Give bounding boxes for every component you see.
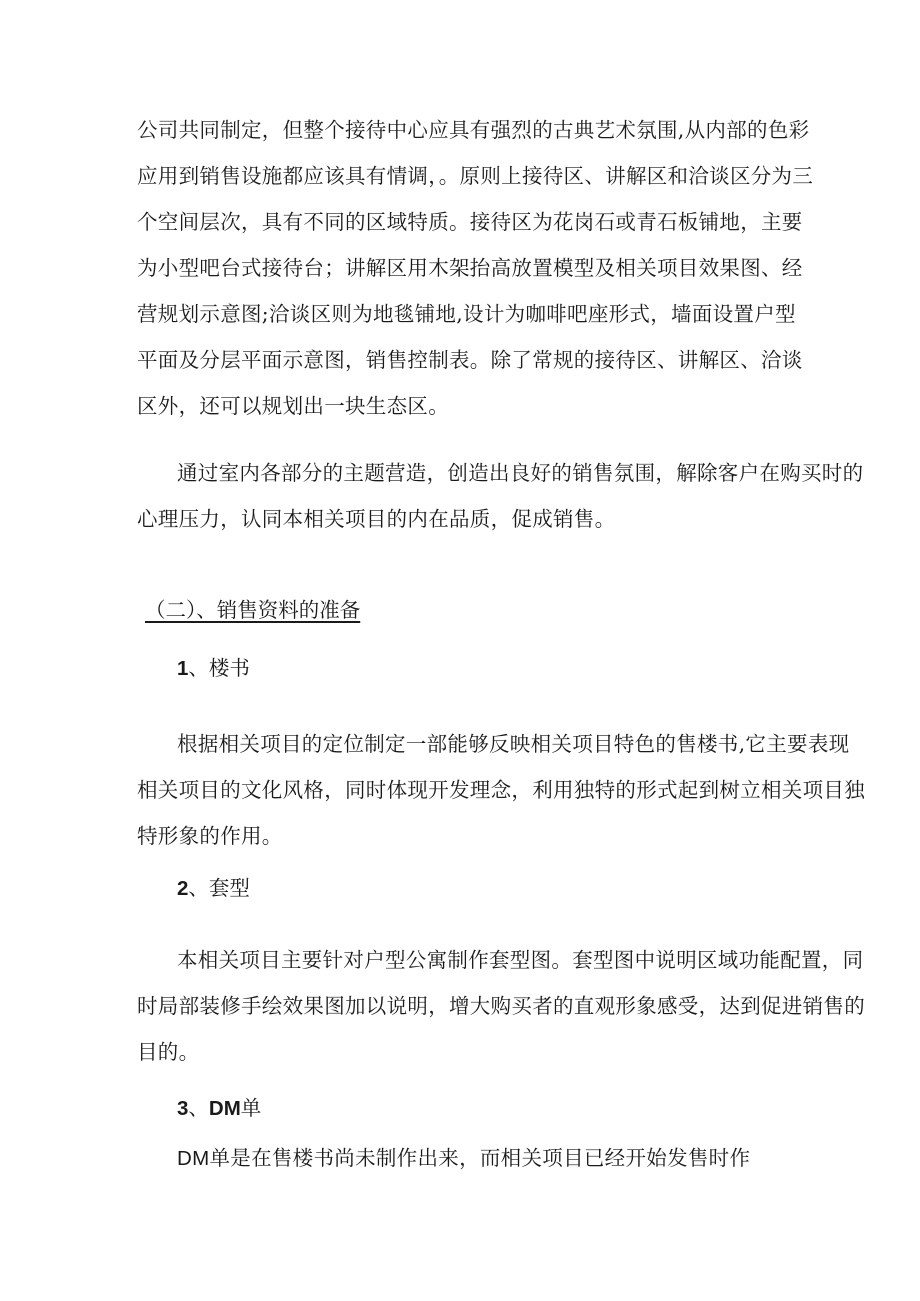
paragraph-1-line-2: 应用到销售设施都应该具有情调，。原则上接待区、讲解区和洽谈区分为三 <box>137 164 814 188</box>
item-3-heading <box>177 1094 261 1123</box>
item-1-title: 、楼书 <box>188 656 250 680</box>
paragraph-1-line-1: 公司共同制定，但整个接待中心应具有强烈的古典艺术氛围,从内部的色彩 <box>137 118 810 142</box>
paragraph-2-line-1: 通过室内各部分的主题营造，创造出良好的销售氛围，解除客户在购买时的 <box>177 461 864 485</box>
paragraph-1-line-3: 个空间层次，具有不同的区域特质。接待区为花岗石或青石板铺地，主要 <box>137 210 803 234</box>
item-1-heading <box>177 654 250 683</box>
item-2-line-1: 本相关项目主要针对户型公寓制作套型图。套型图中说明区域功能配置，同 <box>177 948 864 972</box>
item-1-line-1: 根据相关项目的定位制定一部能够反映相关项目特色的售楼书,它主要表现 <box>177 732 850 756</box>
paragraph-2-line-2: 心理压力，认同本相关项目的内在品质，促成销售。 <box>137 507 616 531</box>
item-1-line-2: 相关项目的文化风格，同时体现开发理念，利用独特的形式起到树立相关项目独 <box>137 778 865 802</box>
section-heading: （二）、销售资料的准备 <box>145 598 361 622</box>
item-2-line-3: 目的。 <box>137 1040 200 1064</box>
item-3-title-code: DM <box>208 1097 241 1120</box>
item-3-title-separator: 、 <box>188 1096 209 1120</box>
item-2-number: 2 <box>177 877 189 900</box>
item-2-line-2: 时局部装修手绘效果图加以说明，增大购买者的直观形象感受，达到促进销售的 <box>137 994 865 1018</box>
paragraph-1-line-7: 区外，还可以规划出一块生态区。 <box>137 394 449 418</box>
item-3-title-rest: 单 <box>240 1096 262 1120</box>
paragraph-1-line-6: 平面及分层平面示意图，销售控制表。除了常规的接待区、讲解区、洽谈 <box>137 348 803 372</box>
item-3-number: 3 <box>177 1097 189 1120</box>
item-3-line-1 <box>177 1144 750 1173</box>
item-1-line-3: 特形象的作用。 <box>137 824 283 848</box>
item-2-heading <box>177 874 250 903</box>
item-1-number: 1 <box>177 657 189 680</box>
item-2-title: 、套型 <box>188 876 250 900</box>
paragraph-1-line-4: 为小型吧台式接待台；讲解区用木架抬高放置模型及相关项目效果图、经 <box>137 256 803 280</box>
paragraph-1-line-5: 营规划示意图;洽谈区则为地毯铺地,设计为咖啡吧座形式，墙面设置户型 <box>137 302 796 326</box>
item-3-line-rest: 单是在售楼书尚未制作出来，而相关项目已经开始发售时作 <box>209 1146 751 1170</box>
item-3-line-code: DM <box>177 1147 210 1170</box>
